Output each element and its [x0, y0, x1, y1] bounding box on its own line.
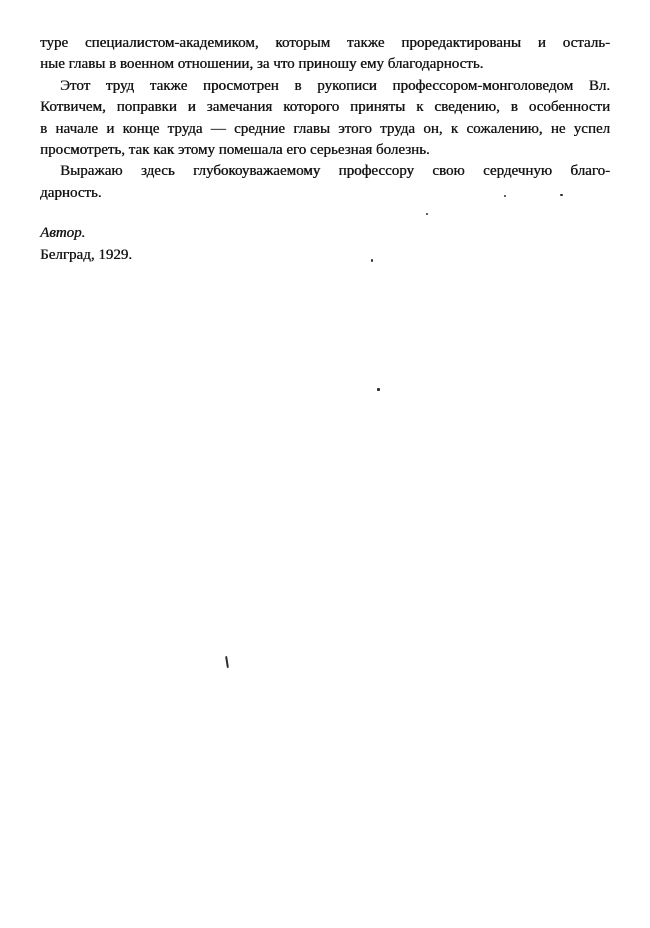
text-line: ные главы в военном отношении, за что приношу ему благодарность. [40, 56, 484, 73]
body-paragraphs [40, 33, 610, 204]
scan-speck [225, 656, 229, 668]
scan-speck [377, 388, 380, 391]
scan-speck [371, 259, 373, 262]
scan-speck [560, 194, 563, 196]
text-line: дарность. [40, 184, 102, 201]
text-line: в начале и конце труда — средние главы этого труда он, к сожалению, не успел [40, 120, 610, 137]
text-line: просмотреть, так как этому помешала его серьезная болезнь. [40, 142, 430, 159]
author-signature: Автор. [40, 225, 86, 242]
scan-speck [504, 195, 506, 197]
text-line: Котвичем, поправки и замечания которого приняты к сведению, в особенности [40, 99, 610, 116]
place-and-date: Белград, 1929. [40, 246, 132, 263]
page-text-block [40, 33, 610, 266]
scan-speck [426, 213, 428, 215]
text-line: туре специалистом-академиком, которым также проредактированы и осталь- [40, 35, 610, 51]
text-line: Выражаю здесь глубокоуважаемому профессору свою сердечную благо- [60, 163, 610, 180]
text-line: Этот труд также просмотрен в рукописи профессором-монголоведом Вл. [60, 77, 610, 94]
